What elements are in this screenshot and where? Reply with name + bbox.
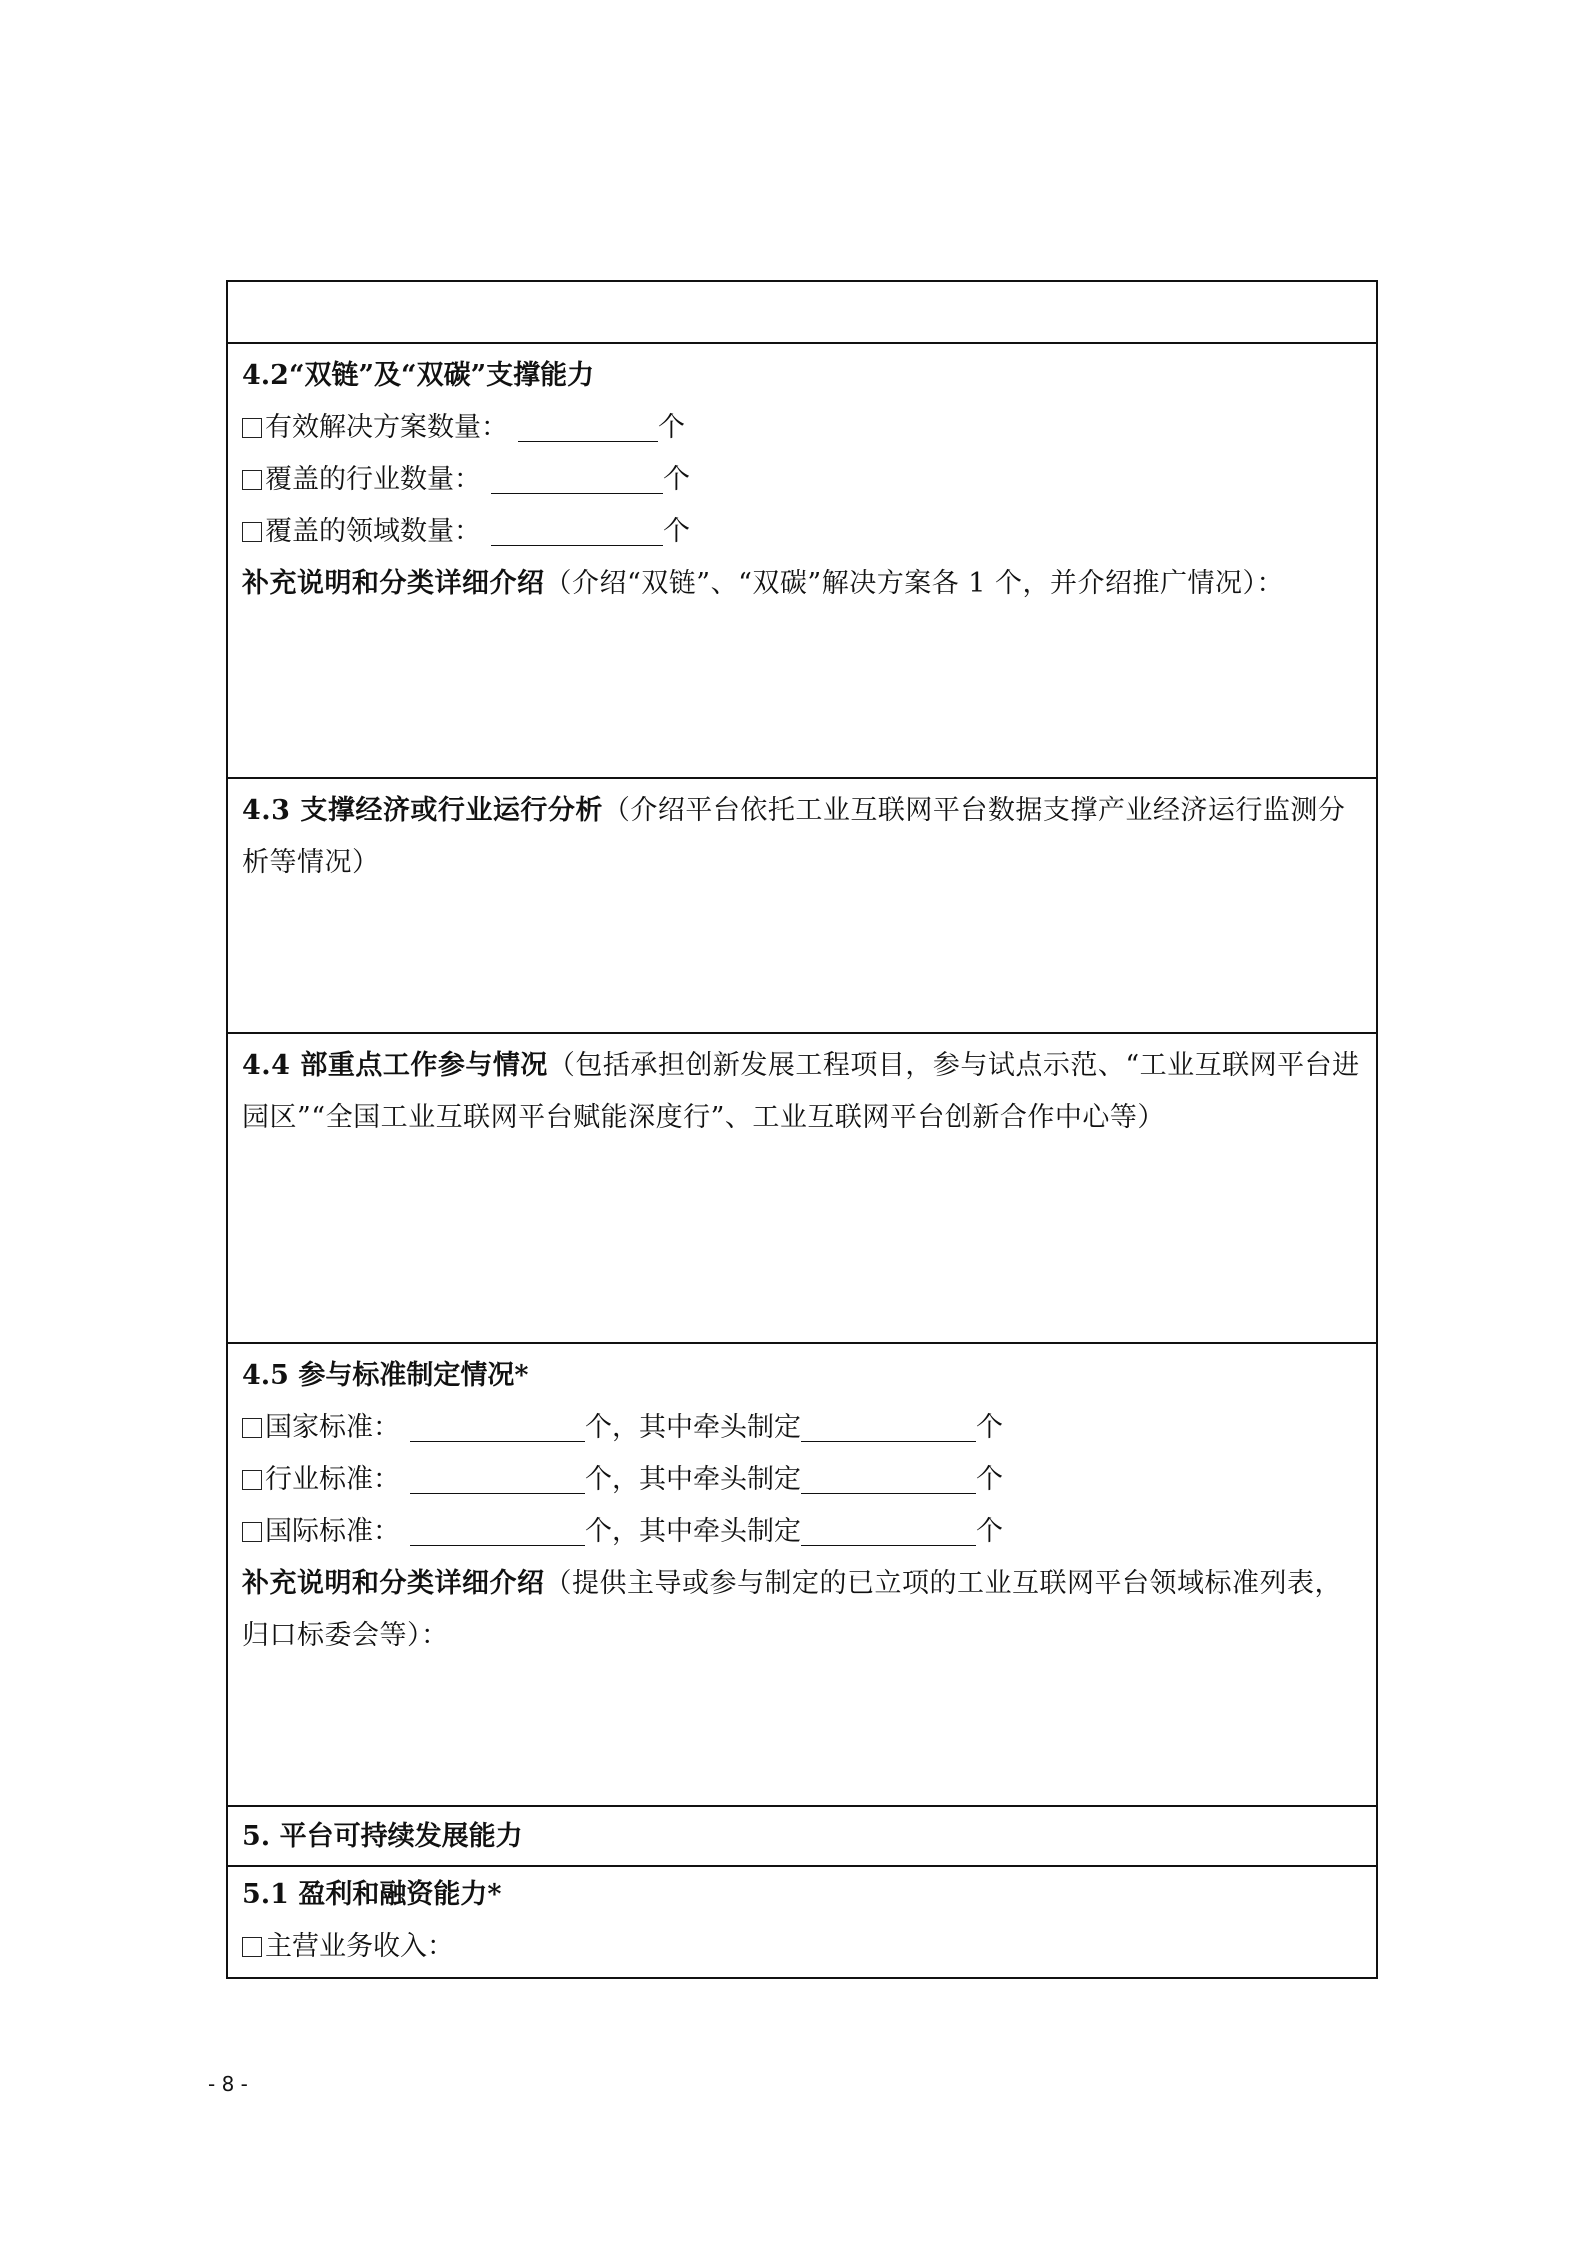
standards-count-blank[interactable]: [410, 1517, 585, 1546]
page-number: - 8 -: [208, 2072, 248, 2096]
section-title: 5. 平台可持续发展能力: [242, 1821, 523, 1852]
supplementary-note: 补充说明和分类详细介绍（介绍“双链”、“双碳”解决方案各 1 个，并介绍推广情况）：: [242, 568, 1285, 599]
section-4-3: [228, 777, 1376, 1032]
checkbox-icon[interactable]: [242, 470, 262, 490]
section-heading: 4.3 支撑经济或行业运行分析（介绍平台依托工业互联网平台数据支撑产业经济运行监测分析等情况）: [242, 795, 1346, 878]
solutions-count-blank[interactable]: [518, 413, 658, 442]
section-title: 5.1 盈利和融资能力*: [242, 1879, 502, 1910]
checkbox-icon[interactable]: [242, 522, 262, 542]
section-4-2: [228, 342, 1376, 777]
checkbox-icon[interactable]: [242, 418, 262, 438]
international-standards-field[interactable]: 国际标准： 个，其中牵头制定 个: [242, 1506, 1362, 1558]
section-title: 4.2“双链”及“双碳”支撑能力: [242, 360, 595, 391]
national-standards-field[interactable]: 国家标准： 个，其中牵头制定 个: [242, 1402, 1362, 1454]
led-count-blank[interactable]: [801, 1413, 976, 1442]
industries-count-blank[interactable]: [491, 465, 663, 494]
led-count-blank[interactable]: [801, 1517, 976, 1546]
section-4-5: [228, 1342, 1376, 1805]
section-5: [228, 1805, 1376, 1865]
main-revenue-field[interactable]: 主营业务收入：: [242, 1921, 1362, 1973]
industries-count-field[interactable]: 覆盖的行业数量： 个: [242, 454, 1362, 506]
empty-row: [228, 282, 1376, 342]
checkbox-icon[interactable]: [242, 1470, 262, 1490]
solutions-count-field[interactable]: 有效解决方案数量： 个: [242, 402, 1362, 454]
checkbox-icon[interactable]: [242, 1522, 262, 1542]
section-title: 4.5 参与标准制定情况*: [242, 1360, 529, 1391]
supplementary-note: 补充说明和分类详细介绍（提供主导或参与制定的已立项的工业互联网平台领域标准列表，归口标委会等）：: [242, 1568, 1342, 1651]
domains-count-field[interactable]: 覆盖的领域数量： 个: [242, 506, 1362, 558]
section-heading: 4.4 部重点工作参与情况（包括承担创新发展工程项目，参与试点示范、“工业互联网平台进园区”“全国工业互联网平台赋能深度行”、工业互联网平台创新合作中心等）: [242, 1050, 1360, 1133]
industry-standards-field[interactable]: 行业标准： 个，其中牵头制定 个: [242, 1454, 1362, 1506]
standards-count-blank[interactable]: [410, 1413, 585, 1442]
section-4-4: [228, 1032, 1376, 1342]
checkbox-icon[interactable]: [242, 1937, 262, 1957]
led-count-blank[interactable]: [801, 1465, 976, 1494]
standards-count-blank[interactable]: [410, 1465, 585, 1494]
domains-count-blank[interactable]: [491, 517, 663, 546]
section-5-1: [228, 1865, 1376, 1977]
application-form-table: [226, 280, 1378, 1979]
checkbox-icon[interactable]: [242, 1418, 262, 1438]
